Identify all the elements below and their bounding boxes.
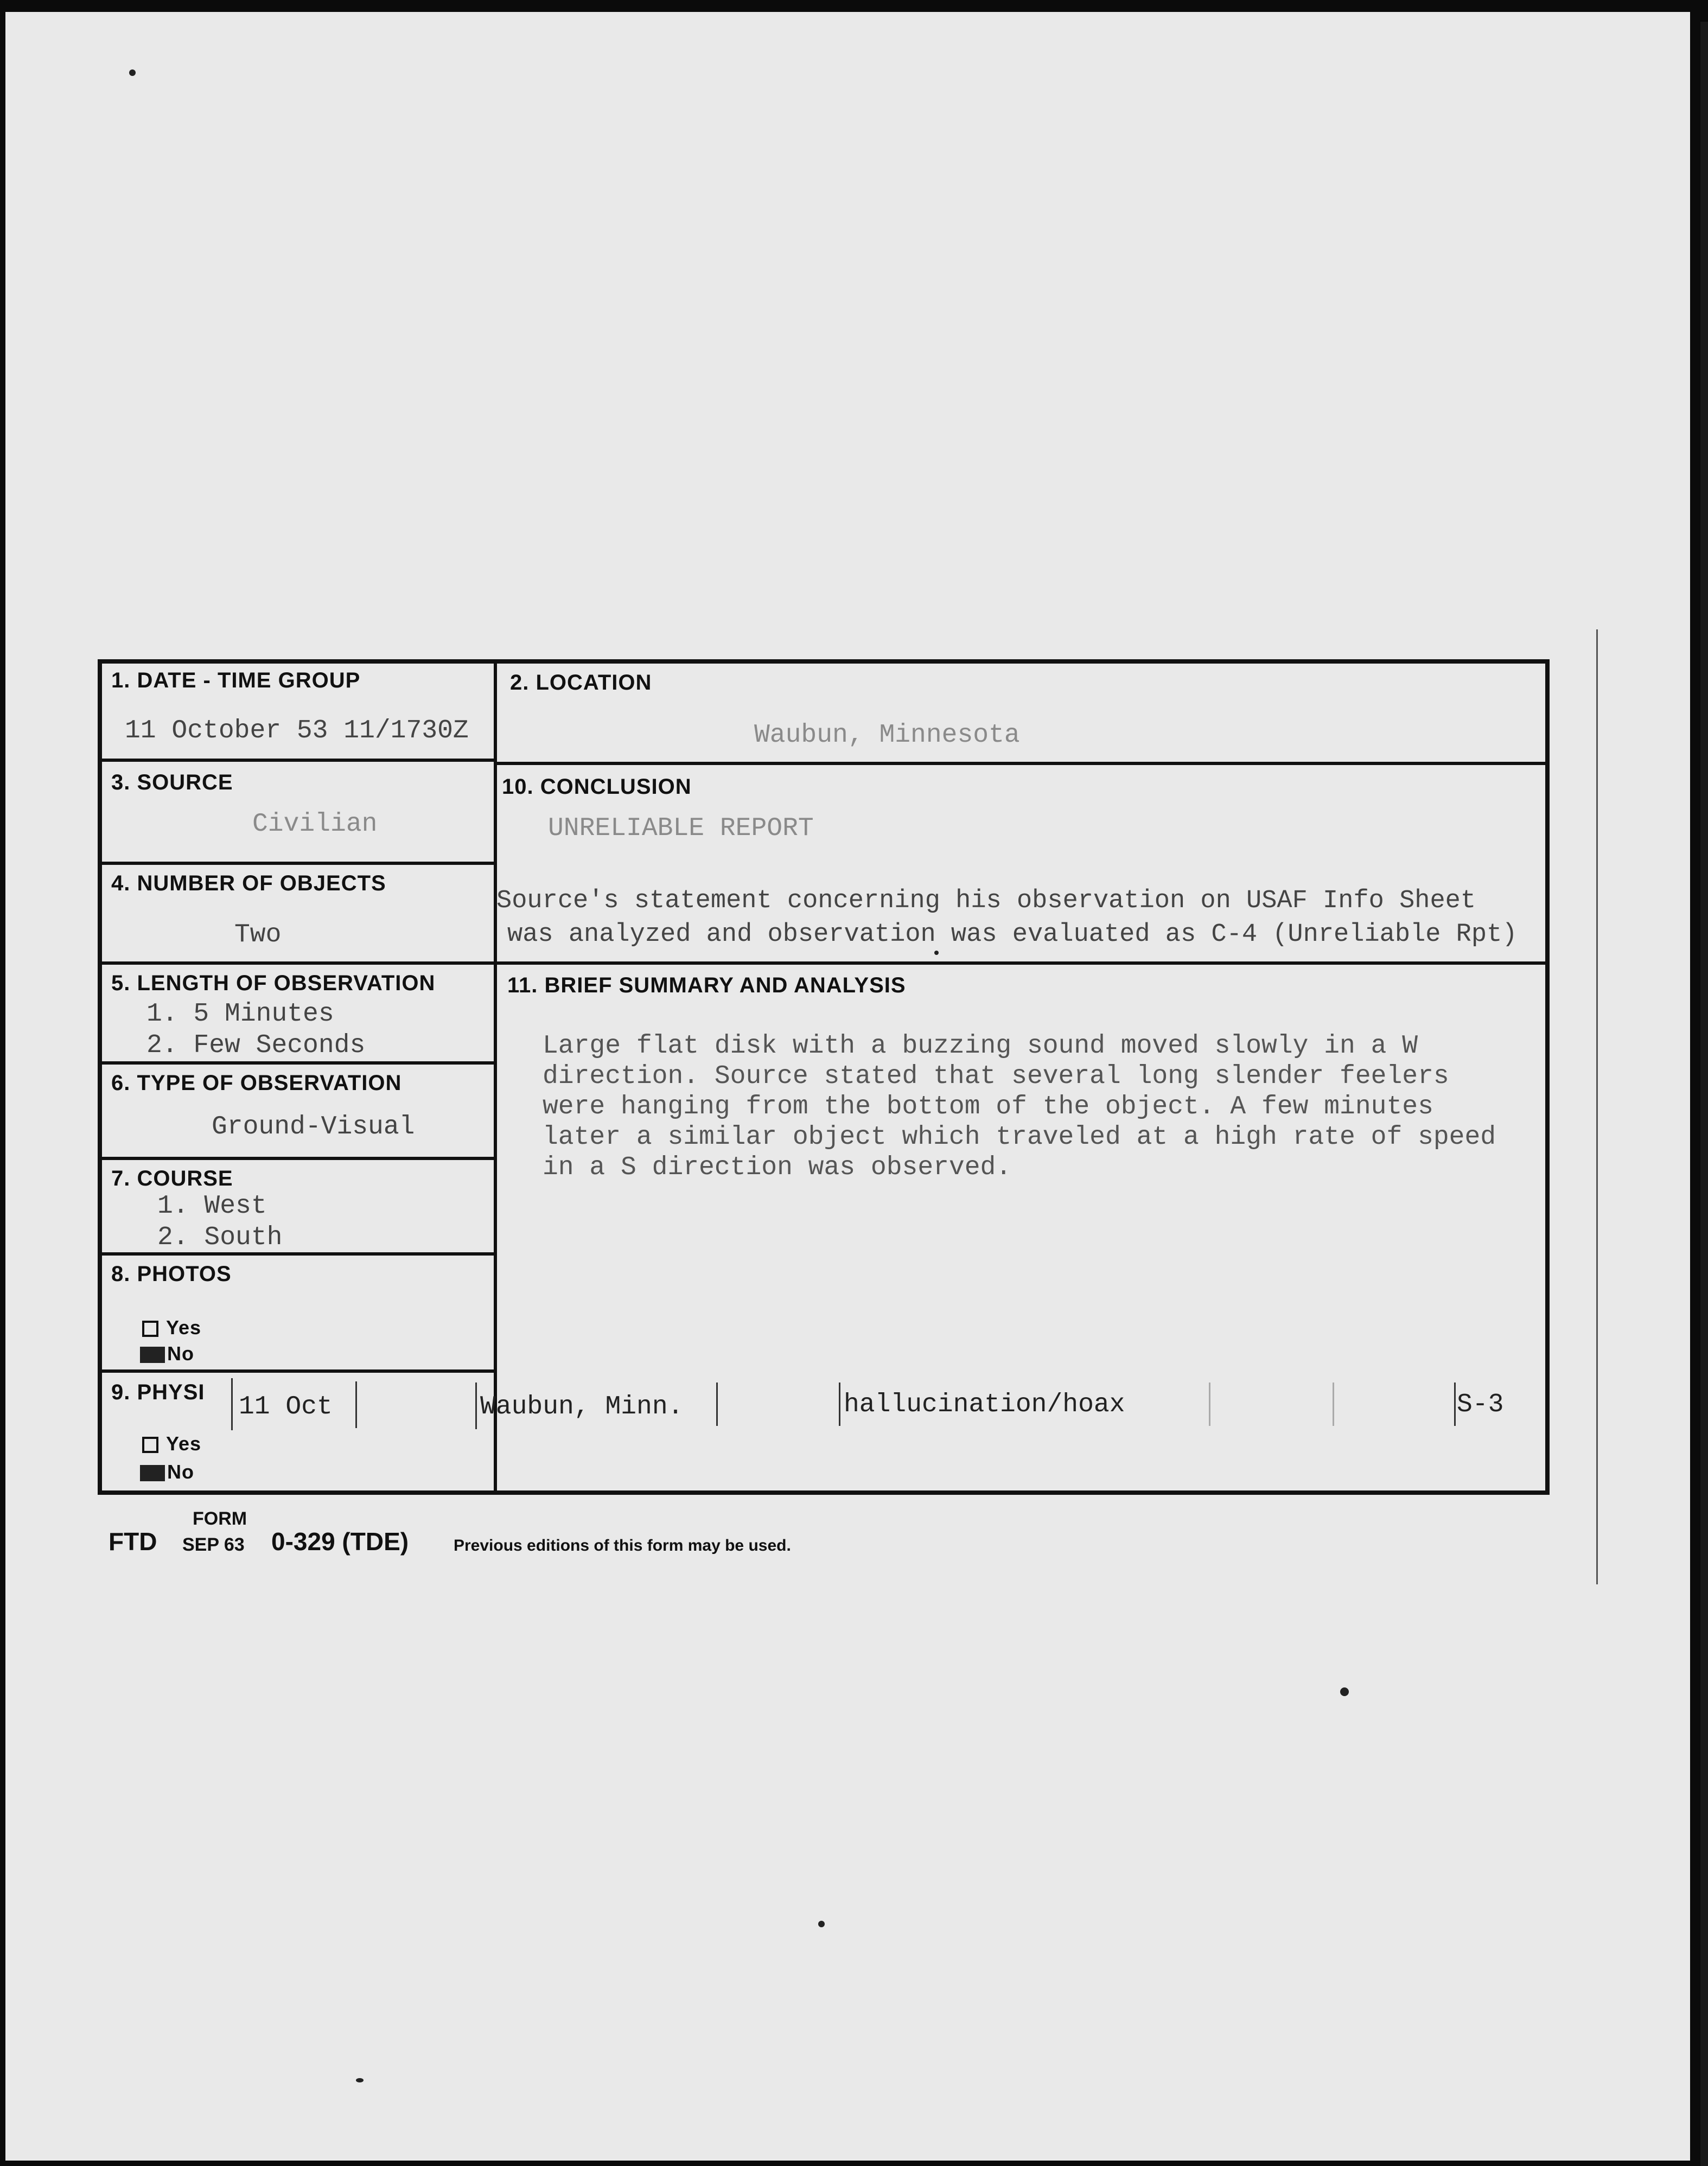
- length-of-observation-label: 5. LENGTH OF OBSERVATION: [111, 971, 436, 995]
- index-place: Waubun, Minn.: [480, 1392, 684, 1422]
- rule-right-2: [495, 961, 1547, 965]
- course-item-2: 2. South: [157, 1223, 283, 1252]
- strip-tick-7: [1333, 1383, 1334, 1426]
- physical-no-option: [140, 1461, 194, 1483]
- strip-tick-4: [716, 1383, 718, 1426]
- conclusion-note-line1: Source's statement concerning his observation on USAF Info Sheet: [496, 887, 1476, 915]
- type-of-observation-label: 6. TYPE OF OBSERVATION: [111, 1071, 402, 1095]
- rule-left-3: [99, 961, 495, 965]
- footer-form-word: FORM: [193, 1508, 247, 1529]
- length-item-2: 2. Few Seconds: [146, 1031, 366, 1060]
- speck-2: [1340, 1687, 1349, 1696]
- footer-date: SEP 63: [182, 1534, 245, 1555]
- index-date: 11 Oct: [239, 1392, 333, 1422]
- photos-no-checkmark: [140, 1347, 165, 1363]
- column-divider: [494, 661, 497, 1493]
- number-of-objects-value: Two: [234, 920, 282, 950]
- source-label: 3. SOURCE: [111, 770, 233, 794]
- index-code: S-3: [1457, 1390, 1504, 1419]
- type-of-observation-value: Ground-Visual: [212, 1112, 415, 1142]
- rule-left-2: [99, 862, 495, 865]
- rule-left-5: [99, 1157, 495, 1160]
- physical-yes-text: Yes: [166, 1432, 202, 1455]
- length-item-1: 1. 5 Minutes: [146, 999, 334, 1029]
- photos-yes-option: [142, 1316, 201, 1339]
- sheet-edge: [1700, 22, 1708, 2166]
- date-time-group-value: 11 October 53 11/1730Z: [125, 716, 469, 746]
- photos-label: 8. PHOTOS: [111, 1262, 232, 1286]
- footer-number: 0-329 (TDE): [271, 1527, 409, 1556]
- physical-label: 9. PHYSI: [111, 1380, 205, 1404]
- brief-summary-label: 11. BRIEF SUMMARY AND ANALYSIS: [507, 973, 906, 997]
- conclusion-note-line2: was analyzed and observation was evaluated as C-4 (Unreliable Rpt): [507, 920, 1518, 949]
- rule-left-1: [99, 759, 495, 762]
- number-of-objects-label: 4. NUMBER OF OBJECTS: [111, 871, 386, 895]
- course-label: 7. COURSE: [111, 1167, 233, 1190]
- photos-yes-text: Yes: [166, 1316, 202, 1339]
- speck-4: [356, 2078, 364, 2082]
- physical-no-checkmark: [140, 1465, 165, 1481]
- physical-no-text: No: [167, 1461, 194, 1483]
- photos-yes-checkbox: [142, 1321, 158, 1337]
- speck-3: [818, 1921, 825, 1927]
- conclusion-label: 10. CONCLUSION: [502, 775, 692, 799]
- photos-no-text: No: [167, 1342, 194, 1365]
- strip-tick-6: [1209, 1383, 1210, 1426]
- strip-tick-1: [231, 1378, 233, 1430]
- strip-tick-2: [355, 1381, 357, 1428]
- index-evaluation: hallucination/hoax: [844, 1390, 1125, 1419]
- strip-tick-8: [1454, 1383, 1456, 1426]
- strip-tick-5: [839, 1383, 840, 1426]
- location-label: 2. LOCATION: [510, 671, 652, 695]
- footer-ftd: FTD: [109, 1527, 157, 1556]
- scan-line-right: [1596, 629, 1598, 1584]
- rule-right-1: [495, 762, 1547, 765]
- footer-note: Previous editions of this form may be used.: [454, 1537, 791, 1555]
- brief-summary-text: Large flat disk with a buzzing sound moved slowly in a W direction. Source stated that several long slender feelers were hanging from the bottom of the object. A few minutes later a similar object which traveled at a high rate of speed in a S direction was observed.: [543, 1031, 1496, 1182]
- speck-1: [129, 69, 136, 76]
- course-item-1: 1. West: [157, 1192, 267, 1221]
- rule-left-7: [99, 1369, 495, 1373]
- physical-yes-checkbox: [142, 1437, 158, 1453]
- strip-tick-3: [475, 1383, 477, 1429]
- source-value: Civilian: [252, 810, 378, 839]
- rule-left-4: [99, 1061, 495, 1065]
- date-time-group-label: 1. DATE - TIME GROUP: [111, 668, 361, 692]
- speck-5: [934, 951, 939, 955]
- location-value: Waubun, Minnesota: [754, 721, 1020, 750]
- rule-left-6: [99, 1252, 495, 1256]
- conclusion-value: UNRELIABLE REPORT: [548, 814, 814, 843]
- physical-yes-option: [142, 1432, 201, 1455]
- photos-no-option: [140, 1342, 194, 1365]
